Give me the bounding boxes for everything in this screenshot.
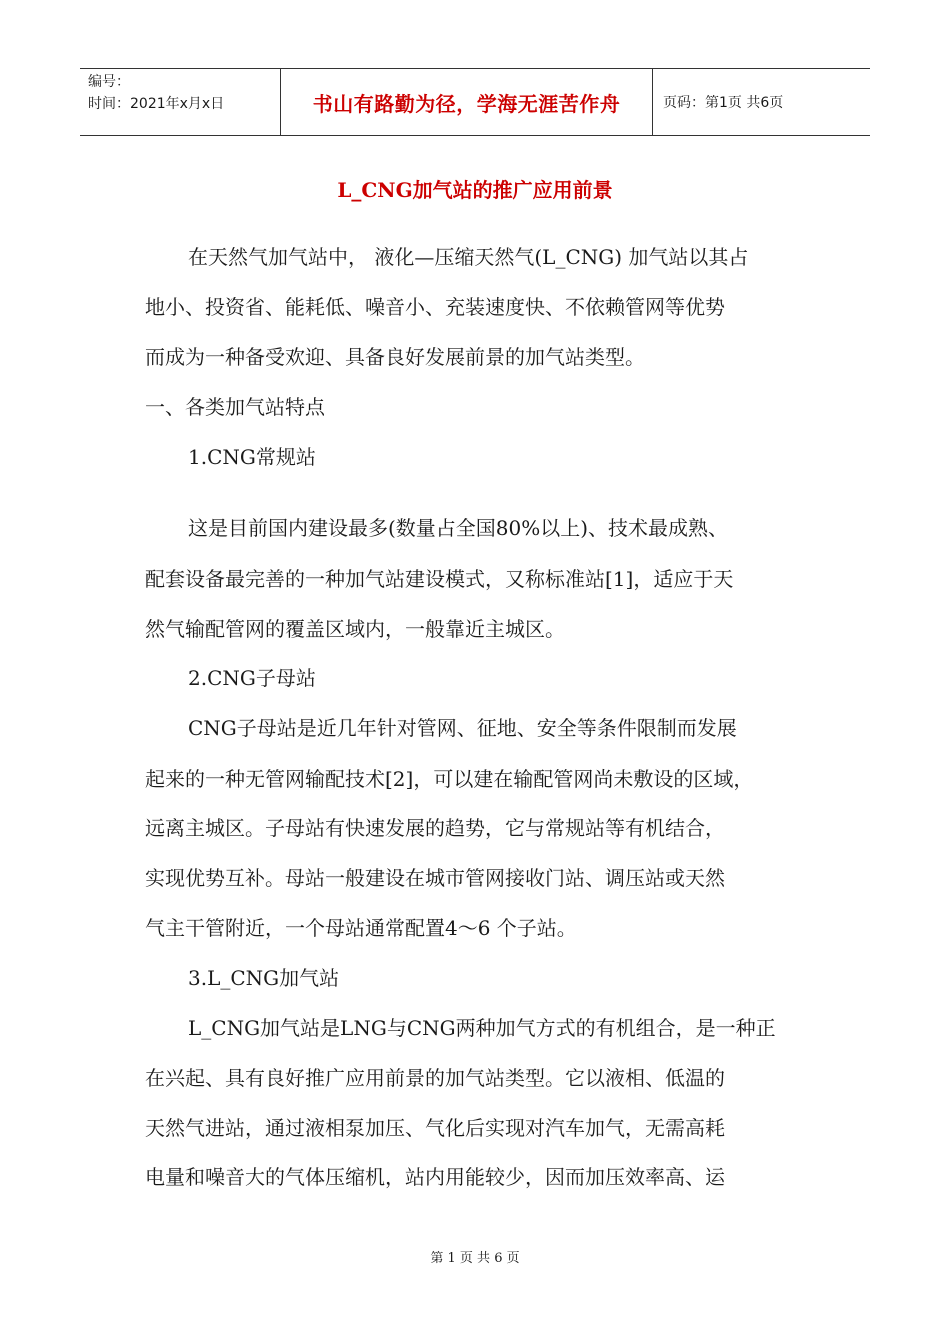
body-line: 这是目前国内建设最多(数量占全国80%以上)、技术最成熟、 <box>188 516 729 540</box>
page-info: 页码：第1页 共6页 <box>663 95 784 111</box>
document-title: L_CNG加气站的推广应用前景 <box>337 178 613 202</box>
time-label: 时间：2021年x月x日 <box>88 96 225 112</box>
body-line: L_CNG加气站是LNG与CNG两种加气方式的有机组合，是一种正 <box>188 1016 776 1040</box>
subsection-heading: 3.L_CNG加气站 <box>188 966 340 990</box>
header-meta <box>80 69 281 135</box>
body-line: 然气输配管网的覆盖区域内，一般靠近主城区。 <box>145 617 565 641</box>
subsection-heading: 1.CNG常规站 <box>188 445 316 469</box>
body-line: 在天然气加气站中， 液化—压缩天然气(L_CNG) 加气站以其占 <box>188 245 749 269</box>
body-line: 地小、投资省、能耗低、噪音小、充装速度快、不依赖管网等优势 <box>145 295 725 319</box>
body-line: 实现优势互补。母站一般建设在城市管网接收门站、调压站或天然 <box>145 866 725 890</box>
body-line: CNG子母站是近几年针对管网、征地、安全等条件限制而发展 <box>188 716 737 740</box>
body-line: 在兴起、具有良好推广应用前景的加气站类型。它以液相、低温的 <box>145 1066 725 1090</box>
body-line: 配套设备最完善的一种加气站建设模式，又称标准站[1]，适应于天 <box>145 567 734 591</box>
body-line: 起来的一种无管网输配技术[2]，可以建在输配管网尚未敷设的区域， <box>145 767 754 791</box>
header-table <box>80 68 870 136</box>
body-line: 天然气进站，通过液相泵加压、气化后实现对汽车加气，无需高耗 <box>145 1116 725 1140</box>
header-page-info-cell <box>653 69 870 135</box>
subsection-heading: 2.CNG子母站 <box>188 666 316 690</box>
body-line: 电量和噪音大的气体压缩机，站内用能较少，因而加压效率高、运 <box>145 1165 725 1189</box>
body-line: 而成为一种备受欢迎、具备良好发展前景的加气站类型。 <box>145 345 645 369</box>
body-line: 气主干管附近，一个母站通常配置4～6 个子站。 <box>145 916 577 940</box>
header-motto: 书山有路勤为径，学海无涯苦作舟 <box>312 91 621 116</box>
header-motto-cell <box>281 69 653 135</box>
section-heading: 一、各类加气站特点 <box>145 395 325 419</box>
number-label: 编号： <box>88 74 130 90</box>
page-footer: 第 1 页 共 6 页 <box>430 1251 520 1266</box>
body-line: 远离主城区。子母站有快速发展的趋势，它与常规站等有机结合， <box>145 816 725 840</box>
